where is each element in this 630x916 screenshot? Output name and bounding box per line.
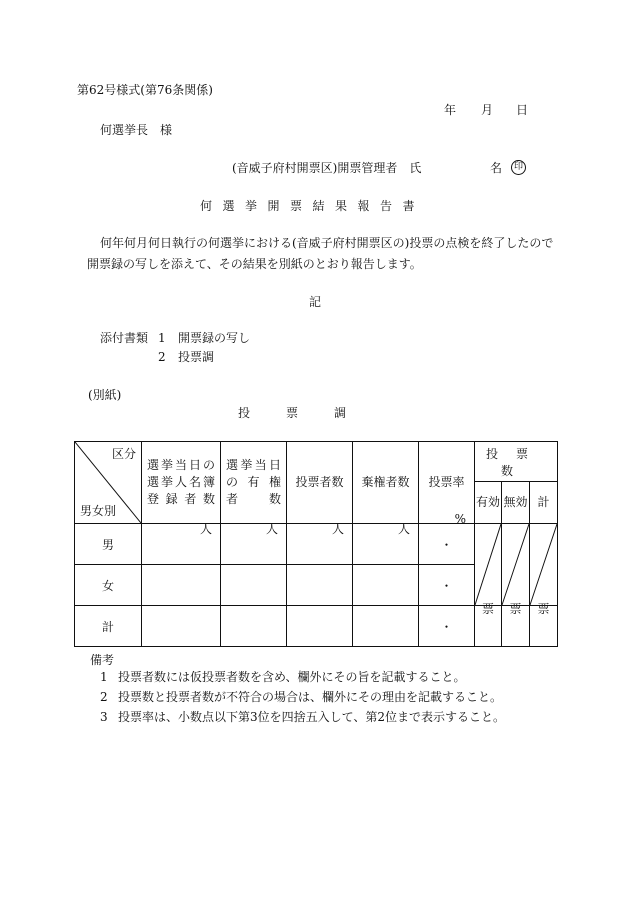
unit-votes: 票 [481,602,494,616]
attachment-no-1: 1 [158,331,166,345]
slash-line [475,524,501,605]
eligible-header [221,442,287,524]
cell-eligible-male [221,524,287,565]
eligible-header-line-3: 者数 [226,492,281,506]
cell-abstainers-total [353,606,419,647]
row-label-total: 計 [75,606,142,647]
ki-label: 記 [309,295,322,309]
seal-icon: 印 [511,160,526,175]
cell-rate-female [419,565,475,606]
abstainers-header: 棄権者数 [353,442,419,524]
cell-voters-male [287,524,353,565]
cell-voters-total [287,606,353,647]
body-line-2: 開票録の写しを添えて、その結果を別紙のとおり報告します。 [87,257,422,271]
seal-mark [511,160,526,175]
sender: (音威子府村開票区)開票管理者 氏 [232,161,422,175]
cell-valid-crossed [475,524,502,606]
decimal-dot: ・ [440,619,453,634]
attachment-no-2: 2 [158,350,166,364]
note-text-1: 投票者数には仮投票者数を含め、欄外にその旨を記載すること。 [118,670,466,684]
sender-name-suffix: 名 [490,161,503,175]
note-no-3: 3 [100,710,108,724]
note-no-2: 2 [100,690,108,704]
decimal-dot: ・ [440,578,453,593]
cell-rate-total [419,606,475,647]
votes-header: 投票数 [475,442,558,482]
attachments-label: 添付書類 [100,331,149,345]
registered-header-line-2: 選挙人名簿 [147,475,215,489]
cell-registered-female [142,565,221,606]
note-no-1: 1 [100,670,108,684]
voters-header: 投票者数 [287,442,353,524]
table-row-male [75,524,558,565]
registered-header [142,442,221,524]
corner-header-cell [75,442,142,524]
attachment-text-2: 投票調 [178,350,215,364]
cell-abstainers-female [353,565,419,606]
slash-line [530,524,557,605]
annex-label: (別紙) [88,388,122,402]
date-month: 月 [481,103,494,117]
registered-header-line-3: 登録者数 [147,492,215,506]
note-text-3: 投票率は、小数点以下第3位を四捨五入して、第2位まで表示すること。 [118,710,506,724]
corner-bottom-label: 男女別 [80,504,117,518]
unit-person: 人 [331,522,344,536]
attachment-text-1: 開票録の写し [178,331,251,345]
addressee: 何選挙長 様 [100,123,173,137]
total-votes-header: 計 [530,482,558,524]
corner-top-label: 区分 [111,447,136,461]
vote-table [74,441,558,647]
cell-registered-total [142,606,221,647]
unit-votes: 票 [537,602,550,616]
valid-header: 有効 [475,482,502,524]
form-number: 第62号様式(第76条関係) [77,83,213,97]
unit-person: 人 [199,522,212,536]
date-year: 年 [444,103,457,117]
document-title: 何選挙開票結果報告書 [200,199,426,213]
unit-person: 人 [397,522,410,536]
notes-heading: 備考 [90,653,115,667]
table-row-total [75,606,558,647]
unit-votes: 票 [509,602,522,616]
cell-total-votes-crossed [530,524,558,606]
unit-person: 人 [265,522,278,536]
cell-registered-male [142,524,221,565]
rate-header: 投票率 [419,442,475,524]
cell-abstainers-male [353,524,419,565]
note-text-2: 投票数と投票者数が不符合の場合は、欄外にその理由を記載すること。 [118,690,503,704]
date-day: 日 [516,103,529,117]
row-label-female: 女 [75,565,142,606]
table-title: 投 票 調 [238,406,347,420]
eligible-header-line-2: の有権 [226,475,281,489]
cell-eligible-female [221,565,287,606]
row-label-male: 男 [75,524,142,565]
registered-header-line-1: 選挙当日の [147,458,215,472]
cell-invalid-total [502,602,530,647]
body-line-1: 何年何月何日執行の何選挙における(音威子府村開票区の)投票の点検を終了したので [100,236,554,250]
cell-eligible-total [221,606,287,647]
slash-line [502,524,529,605]
cell-valid-total [475,602,502,647]
cell-total-votes-total [530,602,558,647]
cell-rate-male [419,511,475,565]
cell-invalid-crossed [502,524,530,606]
invalid-header: 無効 [502,482,530,524]
cell-voters-female [287,565,353,606]
eligible-header-line-1: 選挙当日 [226,458,281,472]
unit-percent: % [454,511,466,526]
decimal-dot: ・ [440,537,453,552]
